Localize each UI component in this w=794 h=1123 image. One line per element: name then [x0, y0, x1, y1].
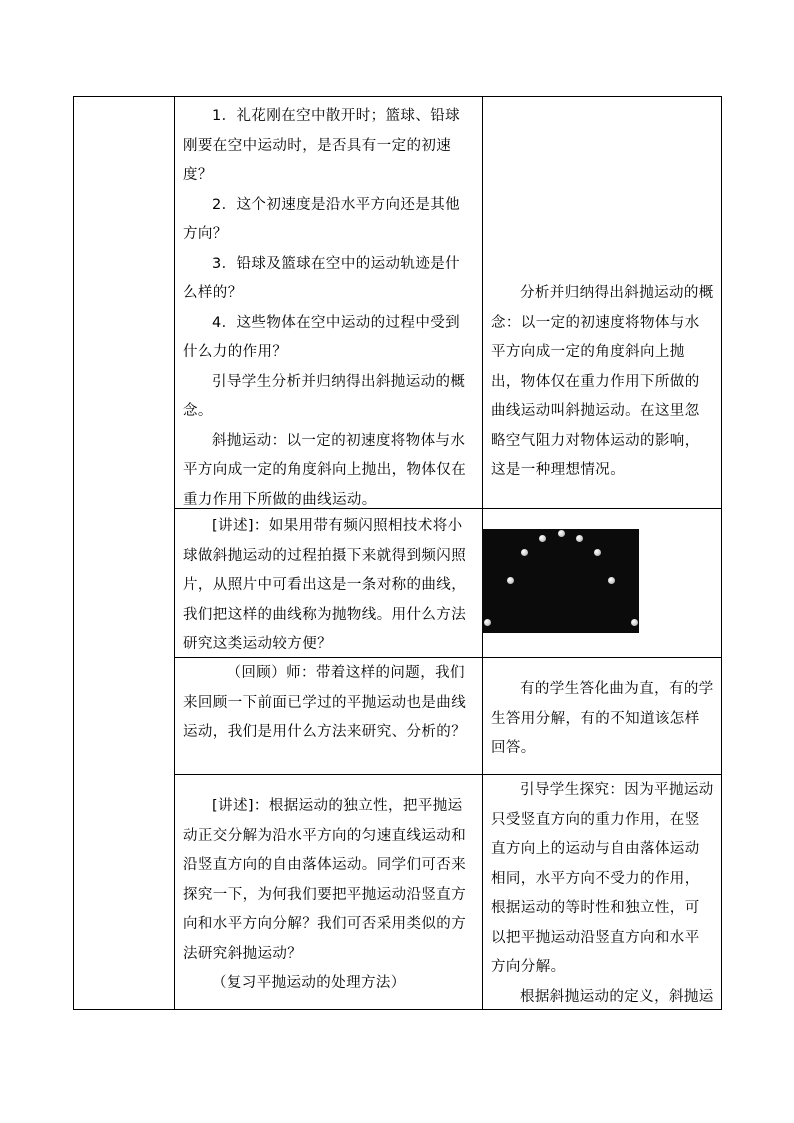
- review-note: （复习平抛运动的处理方法）: [212, 975, 406, 991]
- question-4: 4．这些物体在空中运动的过程中受到什么力的作用？: [183, 314, 461, 360]
- student-continuation: 根据斜抛运动的定义，斜抛运: [520, 988, 714, 1005]
- row1-student-cell: [483, 279, 722, 486]
- review-question: （回顾）师：带着这样的问题，我们来回顾一下前面已学过的平抛运动也是曲线运动，我们是用什么方法来研究、分析的？: [183, 665, 467, 740]
- student-exploration: 引导学生探究：因为平抛运动只受竖直方向的重力作用，在竖直方向上的运动与自由落体运动相同，水平方向不受力的作用，根据运动的等时性和独立性，可以把平抛运动沿竖直方向和水平方向分解。: [491, 782, 714, 975]
- strobe-photo-parabola-icon: [482, 529, 639, 633]
- question-1: 1．礼花刚在空中散开时；篮球、铅球刚要在空中运动时，是否具有一定的初速度？: [183, 108, 461, 183]
- ball-dot: [521, 549, 528, 556]
- ball-dot: [631, 619, 638, 626]
- student-summary: 分析并归纳得出斜抛运动的概念：以一定的初速度将物体与水平方向成一定的角度斜向上抛出，物体仅在重力作用下所做的曲线运动叫斜抛运动。在这里忽略空气阻力对物体运动的影响，这是一种理想情况。: [491, 285, 714, 478]
- ball-dot: [594, 549, 601, 556]
- row-divider-3: [174, 774, 721, 775]
- definition-text: 斜抛运动：以一定的初速度将物体与水平方向成一定的角度斜向上抛出，物体仅在重力作用下所做的曲线运动。: [183, 432, 467, 508]
- row3-teacher-cell: [175, 659, 482, 748]
- strobe-explanation: [讲述]：如果用带有频闪照相技术将小球做斜抛运动的过程拍摄下来就得到频闪照片，从照片中可看出这是一条对称的曲线，我们把这样的曲线称为抛物线。用什么方法研究这类运动较方便？: [183, 518, 467, 652]
- ball-dot: [608, 577, 615, 584]
- guide-text: 引导学生分析并归纳得出斜抛运动的概念。: [183, 373, 466, 419]
- lesson-table: [73, 96, 722, 1010]
- decomposition-explanation: [讲述]：根据运动的独立性，把平抛运动正交分解为沿水平方向的匀速直线运动和沿竖直方向的自由落体运动。同学们可否来探究一下，为何我们要把平抛运动沿竖直方向和水平方向分解？我们可否采用类似的方法研究斜抛运动？: [183, 798, 467, 962]
- question-2: 2．这个初速度是沿水平方向还是其他方向？: [183, 196, 461, 242]
- ball-dot: [558, 530, 565, 537]
- ball-dot: [539, 535, 546, 542]
- row2-teacher-cell: [175, 512, 482, 660]
- ball-dot: [484, 619, 491, 626]
- row4-student-cell: [483, 776, 722, 1012]
- row4-teacher-cell: [175, 792, 482, 999]
- student-answers: 有的学生答化曲为直，有的学生答用分解，有的不知道该怎样回答。: [491, 681, 714, 756]
- ball-dot: [507, 577, 514, 584]
- ball-dot: [576, 535, 583, 542]
- row1-teacher-cell: [175, 102, 482, 515]
- row3-student-cell: [483, 675, 722, 764]
- question-3: 3．铅球及篮球在空中的运动轨迹是什么样的？: [183, 255, 461, 301]
